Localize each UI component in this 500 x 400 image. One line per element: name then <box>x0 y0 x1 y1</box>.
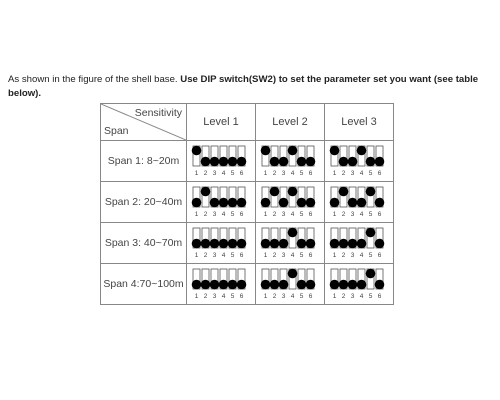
pin-number: 4 <box>359 211 364 218</box>
pin-number: 3 <box>281 293 286 300</box>
pin-number: 6 <box>239 170 244 177</box>
switch-knob <box>192 146 202 156</box>
dip-switch-cell <box>256 141 325 182</box>
dip-switch-cell <box>325 223 394 264</box>
pin-number: 6 <box>377 252 382 259</box>
switch-knob <box>279 198 289 208</box>
pin-number: 4 <box>290 252 295 259</box>
switch-knob <box>297 280 307 290</box>
pin-number: 2 <box>272 211 277 218</box>
pin-number: 3 <box>281 170 286 177</box>
switch-knob <box>261 239 271 249</box>
pin-number: 4 <box>290 211 295 218</box>
dip-switch-cell <box>187 264 256 305</box>
pin-number: 3 <box>212 170 217 177</box>
switch-knob <box>375 157 385 167</box>
pin-number: 4 <box>221 293 226 300</box>
switch-knob <box>210 157 220 167</box>
pin-number: 3 <box>212 293 217 300</box>
pin-number: 6 <box>239 252 244 259</box>
pin-number: 2 <box>203 170 208 177</box>
switch-knob <box>357 146 367 156</box>
intro-paragraph <box>8 73 492 101</box>
pin-number: 5 <box>230 293 235 300</box>
switch-knob <box>210 280 220 290</box>
dip-switch-cell <box>325 141 394 182</box>
switch-knob <box>192 239 202 249</box>
switch-knob <box>228 198 238 208</box>
pin-number: 2 <box>341 170 346 177</box>
pin-number: 1 <box>263 170 268 177</box>
sensitivity-header: Sensitivity <box>134 107 182 119</box>
pin-number: 2 <box>272 252 277 259</box>
dip-switch-table <box>100 103 394 305</box>
pin-number: 1 <box>263 252 268 259</box>
switch-knob <box>366 269 376 279</box>
switch-knob <box>357 280 367 290</box>
pin-number: 5 <box>299 211 304 218</box>
switch-knob <box>237 280 247 290</box>
switch-knob <box>375 198 385 208</box>
table-row <box>101 182 394 223</box>
switch-knob <box>348 239 358 249</box>
switch-knob <box>279 157 289 167</box>
switch-knob <box>297 239 307 249</box>
switch-knob <box>288 187 298 197</box>
pin-number: 3 <box>350 293 355 300</box>
switch-knob <box>279 239 289 249</box>
switch-knob <box>366 157 376 167</box>
switch-knob <box>357 198 367 208</box>
level-3-header: Level 3 <box>325 104 394 141</box>
pin-number: 6 <box>377 293 382 300</box>
dip-switch-cell <box>256 182 325 223</box>
switch-knob <box>219 157 229 167</box>
dip-switch-graphic <box>259 144 321 178</box>
dip-switch-cell <box>256 264 325 305</box>
switch-knob <box>288 228 298 238</box>
pin-number: 4 <box>359 252 364 259</box>
table-row <box>101 264 394 305</box>
switch-knob <box>228 280 238 290</box>
span-label: Span 4:70~100m <box>101 264 187 305</box>
switch-knob <box>330 146 340 156</box>
switch-knob <box>297 198 307 208</box>
pin-number: 1 <box>263 293 268 300</box>
pin-number: 4 <box>359 293 364 300</box>
level-2-header: Level 2 <box>256 104 325 141</box>
table-row <box>101 223 394 264</box>
pin-number: 2 <box>203 293 208 300</box>
pin-number: 1 <box>194 170 199 177</box>
pin-number: 1 <box>332 252 337 259</box>
pin-number: 2 <box>341 252 346 259</box>
pin-number: 6 <box>377 211 382 218</box>
switch-knob <box>348 198 358 208</box>
dip-switch-graphic <box>190 185 252 219</box>
pin-number: 5 <box>230 170 235 177</box>
switch-knob <box>330 239 340 249</box>
pin-number: 5 <box>368 170 373 177</box>
switch-knob <box>201 187 211 197</box>
switch-knob <box>228 157 238 167</box>
span-label: Span 1: 8~20m <box>101 141 187 182</box>
switch-knob <box>306 157 316 167</box>
switch-knob <box>219 280 229 290</box>
pin-number: 4 <box>221 170 226 177</box>
dip-switch-graphic <box>328 185 390 219</box>
pin-number: 3 <box>281 252 286 259</box>
switch-knob <box>288 269 298 279</box>
switch-knob <box>306 280 316 290</box>
pin-number: 6 <box>239 293 244 300</box>
span-label: Span 3: 40~70m <box>101 223 187 264</box>
pin-number: 3 <box>212 211 217 218</box>
switch-knob <box>366 187 376 197</box>
dip-switch-cell <box>187 141 256 182</box>
switch-knob <box>261 280 271 290</box>
dip-switch-graphic <box>259 267 321 301</box>
dip-switch-cell <box>325 264 394 305</box>
pin-number: 6 <box>308 170 313 177</box>
pin-number: 5 <box>230 252 235 259</box>
switch-knob <box>201 280 211 290</box>
switch-knob <box>306 239 316 249</box>
pin-number: 4 <box>290 170 295 177</box>
span-label: Span 2: 20~40m <box>101 182 187 223</box>
switch-knob <box>237 239 247 249</box>
pin-number: 2 <box>272 293 277 300</box>
pin-number: 6 <box>308 211 313 218</box>
switch-knob <box>375 280 385 290</box>
pin-number: 4 <box>359 170 364 177</box>
dip-switch-graphic <box>259 185 321 219</box>
pin-number: 1 <box>194 252 199 259</box>
switch-knob <box>366 228 376 238</box>
dip-switch-graphic <box>328 144 390 178</box>
pin-number: 1 <box>263 211 268 218</box>
switch-knob <box>339 187 349 197</box>
switch-knob <box>219 198 229 208</box>
level-1-header: Level 1 <box>187 104 256 141</box>
pin-number: 2 <box>341 211 346 218</box>
switch-knob <box>270 157 280 167</box>
dip-switch-graphic <box>328 226 390 260</box>
switch-knob <box>201 239 211 249</box>
pin-number: 5 <box>230 211 235 218</box>
pin-number: 1 <box>332 293 337 300</box>
dip-switch-graphic <box>328 267 390 301</box>
intro-lead-text: As shown in the figure of the shell base. <box>8 74 178 85</box>
switch-knob <box>270 187 280 197</box>
pin-number: 5 <box>368 252 373 259</box>
pin-number: 5 <box>368 211 373 218</box>
pin-number: 3 <box>350 252 355 259</box>
pin-number: 5 <box>299 252 304 259</box>
dip-switch-cell <box>256 223 325 264</box>
pin-number: 2 <box>272 170 277 177</box>
switch-knob <box>339 157 349 167</box>
dip-switch-cell <box>187 182 256 223</box>
switch-knob <box>270 239 280 249</box>
pin-number: 2 <box>341 293 346 300</box>
switch-knob <box>237 198 247 208</box>
dip-switch-graphic <box>190 144 252 178</box>
pin-number: 6 <box>308 252 313 259</box>
pin-number: 5 <box>299 170 304 177</box>
pin-number: 4 <box>221 252 226 259</box>
switch-knob <box>375 239 385 249</box>
pin-number: 1 <box>332 170 337 177</box>
switch-knob <box>306 198 316 208</box>
table-row <box>101 141 394 182</box>
pin-number: 1 <box>194 293 199 300</box>
pin-number: 3 <box>350 170 355 177</box>
intro-bold-text: Use DIP switch(SW2) to set the parameter set you want (see table below). <box>8 74 479 99</box>
pin-number: 5 <box>299 293 304 300</box>
pin-number: 3 <box>350 211 355 218</box>
diagonal-header-cell <box>101 104 187 141</box>
pin-number: 3 <box>212 252 217 259</box>
dip-switch-cell <box>187 223 256 264</box>
switch-knob <box>261 198 271 208</box>
switch-knob <box>339 280 349 290</box>
dip-switch-graphic <box>190 226 252 260</box>
switch-knob <box>348 280 358 290</box>
switch-knob <box>357 239 367 249</box>
pin-number: 4 <box>290 293 295 300</box>
switch-knob <box>270 280 280 290</box>
switch-knob <box>348 157 358 167</box>
pin-number: 1 <box>332 211 337 218</box>
switch-knob <box>201 157 211 167</box>
switch-knob <box>210 198 220 208</box>
pin-number: 2 <box>203 211 208 218</box>
dip-switch-cell <box>325 182 394 223</box>
switch-knob <box>219 239 229 249</box>
switch-knob <box>339 239 349 249</box>
switch-knob <box>210 239 220 249</box>
switch-knob <box>261 146 271 156</box>
switch-knob <box>279 280 289 290</box>
switch-knob <box>330 198 340 208</box>
span-header: Span <box>104 125 129 137</box>
switch-knob <box>297 157 307 167</box>
pin-number: 1 <box>194 211 199 218</box>
switch-knob <box>288 146 298 156</box>
table-header-row <box>101 104 394 141</box>
pin-number: 5 <box>368 293 373 300</box>
dip-switch-graphic <box>259 226 321 260</box>
pin-number: 4 <box>221 211 226 218</box>
pin-number: 3 <box>281 211 286 218</box>
pin-number: 6 <box>377 170 382 177</box>
switch-knob <box>330 280 340 290</box>
dip-switch-graphic <box>190 267 252 301</box>
switch-knob <box>192 198 202 208</box>
switch-knob <box>228 239 238 249</box>
switch-knob <box>192 280 202 290</box>
switch-knob <box>237 157 247 167</box>
pin-number: 2 <box>203 252 208 259</box>
pin-number: 6 <box>308 293 313 300</box>
pin-number: 6 <box>239 211 244 218</box>
